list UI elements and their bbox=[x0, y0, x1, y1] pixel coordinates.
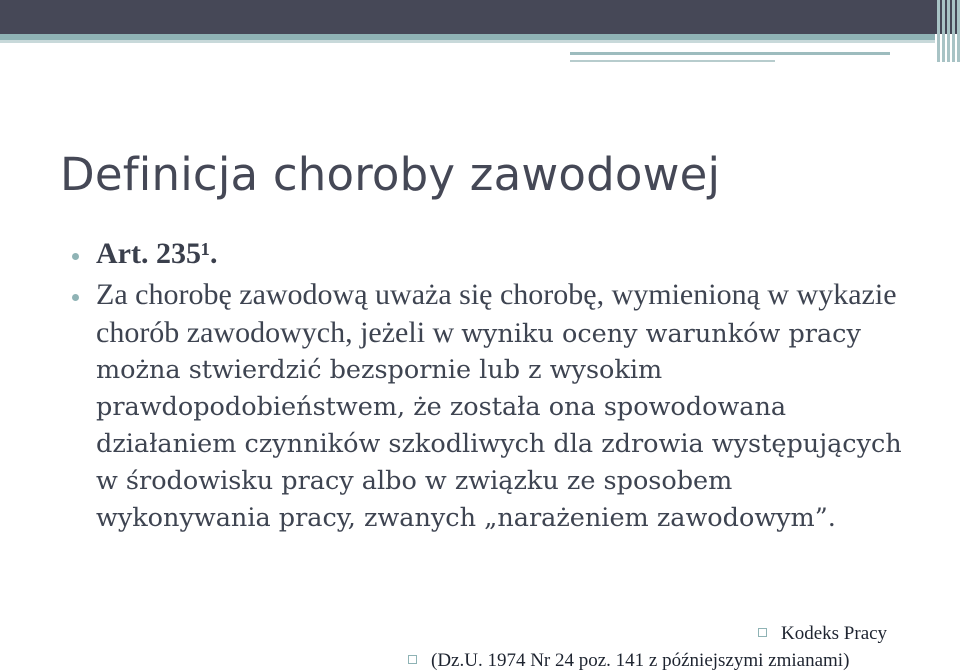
square-bullet-icon bbox=[758, 628, 767, 637]
bullet-dot-icon bbox=[72, 294, 79, 301]
sub-bullet-citation bbox=[408, 650, 849, 671]
sub-bullet-text: Kodeks Pracy bbox=[781, 623, 888, 644]
bullet-list bbox=[72, 236, 902, 536]
bullet-item-article bbox=[72, 236, 902, 273]
slide-title: Definicja choroby zawodowej bbox=[60, 148, 721, 201]
header-stripe bbox=[947, 0, 950, 62]
header-accent-line bbox=[570, 60, 775, 62]
sub-bullet-text: (Dz.U. 1974 Nr 24 poz. 141 z późniejszymi zmianami) bbox=[431, 650, 850, 671]
bullet-dot-icon bbox=[72, 253, 79, 260]
bullet-text: Art. 235¹. bbox=[96, 237, 218, 270]
header-accent-line bbox=[0, 40, 935, 43]
square-bullet-icon bbox=[408, 655, 417, 664]
header-band bbox=[0, 0, 960, 34]
bullet-text-body: wyniku oceny warunków pracy można stwierdzić bezspornie lub z wysokim prawdopodobieństwem, że została ona spowodowana działaniem czynników szkodliwych dla zdrowia występujących w środowisku pracy albo w związku ze sposobem wykonywania pracy, zwanych „narażeniem zawodowym”. bbox=[96, 318, 902, 533]
header-stripe bbox=[937, 0, 940, 62]
sub-bullet-source bbox=[758, 623, 887, 645]
header-accent-line bbox=[570, 52, 890, 55]
bullet-item-definition bbox=[72, 277, 902, 537]
header-stripe bbox=[952, 0, 955, 62]
header-stripe bbox=[942, 0, 945, 62]
bullet-text-lead: Za chorobę zawodową uważa się chorobę, wymienioną w wykazie chorób zawodowych, jeżeli w bbox=[96, 277, 897, 349]
